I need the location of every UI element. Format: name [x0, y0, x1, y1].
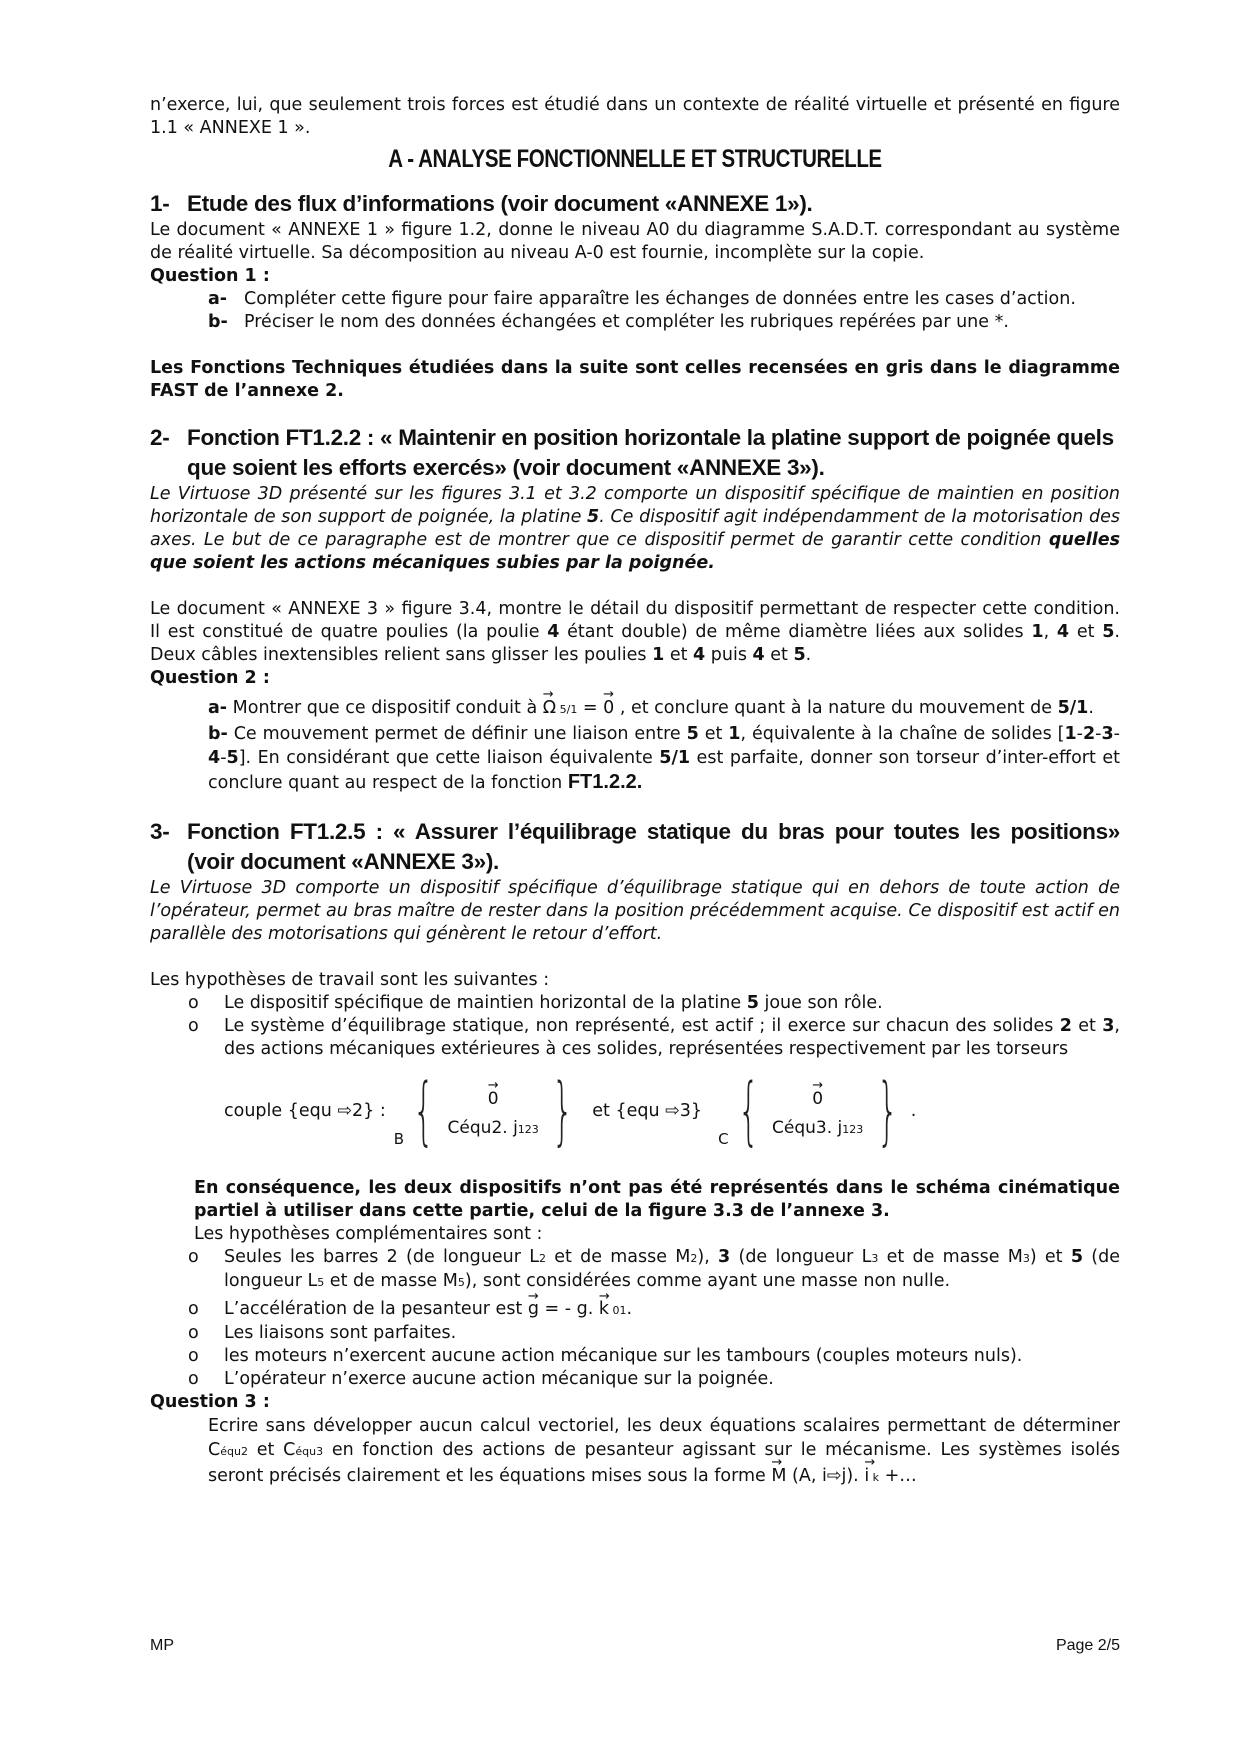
text: et: [1069, 622, 1103, 642]
text: Le Virtuose 3D présenté sur les figures 3.1 et 3.2 comporte un dispositif spécifique de maintien en position horizontale de son support de poignée, la platine: [150, 484, 1120, 527]
bullet-marker: o: [188, 993, 199, 1013]
bullet-marker: o: [188, 1323, 199, 1343]
section-3-heading: [150, 817, 1120, 877]
text: Le document « ANNEXE 3 » figure 3.4, montre le détail du dispositif permettant de respecter cette condition. Il est constitué de quatre poulies (la poulie: [150, 599, 1120, 642]
item-text: Compléter cette figure pour faire apparaître les échanges de données entre les cases d’action.: [244, 289, 1076, 309]
section-number: 1-: [150, 191, 170, 216]
text: Seules les barres 2 (de longueur L: [224, 1247, 539, 1267]
text: Ce mouvement permet de définir une liaison entre: [227, 724, 687, 744]
text: .: [1088, 698, 1094, 718]
bullet-marker: o: [188, 1369, 199, 1389]
function-ref: FT1.2.2.: [567, 771, 643, 793]
section-number: 2-: [150, 425, 170, 450]
section-3-intro: Le Virtuose 3D comporte un dispositif spécifique d’équilibrage statique qui en dehors de toute action de l’opérateur, permet au bras maître de rester dans la position précédemment acquise. Ce dispositif est actif en parallèle des motorisations qui génèrent le retour d’effort.: [150, 878, 1120, 944]
text: 4: [693, 645, 706, 665]
question-2a: [208, 696, 1120, 722]
torseur-equation: [224, 1068, 1120, 1154]
item-text: [224, 1298, 1120, 1322]
subscript: 123: [517, 1123, 539, 1136]
torseur-2: [772, 1077, 864, 1145]
text: et: [698, 724, 729, 744]
subscript: 5: [457, 1276, 465, 1289]
text: Céqu2. j: [447, 1118, 518, 1138]
text: -: [1113, 724, 1120, 744]
text: 4: [1056, 622, 1070, 642]
text: ,: [1043, 622, 1057, 642]
item-text: Préciser le nom des données échangées et compléter les rubriques repérées par une *.: [244, 312, 1009, 332]
question-1a: [208, 288, 1120, 311]
text: (de longueur L: [224, 1247, 1120, 1291]
section-title: Etude des flux d’informations (voir document «ANNEXE 1»).: [187, 191, 813, 216]
hypothesis-item: [188, 1246, 1120, 1294]
text: (A, i⇨j).: [786, 1466, 865, 1486]
consequence-note: En conséquence, les deux dispositifs n’ont pas été représentés dans le schéma cinématique partiel à utiliser dans cette partie, celui de la figure 3.3 de l’annexe 3.: [194, 1178, 1120, 1221]
hypothesis-item: [188, 1015, 1120, 1061]
text: Céqu3. j: [772, 1118, 843, 1138]
text: +…: [879, 1466, 917, 1486]
text: 3: [1101, 724, 1114, 744]
text: et C: [247, 1440, 296, 1460]
subscript: 2: [538, 1252, 546, 1265]
text: . Ce dispositif agit indépendamment de la motorisation des axes. Le but de ce paragraphe est de montrer que ce dispositif permet de garantir cette condition: [150, 507, 1121, 550]
bullet-marker: o: [188, 1299, 199, 1319]
section-2-heading: [150, 423, 1120, 483]
section-title: Fonction FT1.2.5 : « Assurer l’équilibrage statique du bras pour toutes les positions» (voir document «ANNEXE 3»).: [187, 819, 1120, 874]
moment-vector: → M: [771, 1464, 786, 1488]
question-2b: [208, 722, 1120, 795]
torseur-label-2: et {equ ⇨3}: [592, 1100, 703, 1121]
text: 5: [746, 993, 759, 1013]
hypotheses-2-intro: Les hypothèses complémentaires sont :: [194, 1224, 543, 1244]
item-letter: a-: [208, 289, 228, 309]
subscript: équ2: [220, 1445, 248, 1458]
subscript: 2: [690, 1252, 698, 1265]
torseur-point: B: [393, 1130, 405, 1148]
subscript: 123: [842, 1123, 864, 1136]
subscript: 3: [1022, 1252, 1030, 1265]
section-1-para: Le document « ANNEXE 1 » figure 1.2, donne le niveau A0 du diagramme S.A.D.T. correspondant au système de réalité virtuelle. Sa décomposition au niveau A-0 est fournie, incomplète sur la copie.: [150, 220, 1120, 263]
hypothesis-item: [188, 992, 1120, 1015]
text: 5: [1102, 622, 1115, 642]
hypothesis-item: [188, 1368, 1120, 1391]
hypothesis-item: [188, 1298, 1120, 1322]
item-text: Les liaisons sont parfaites.: [224, 1323, 457, 1343]
subscript: 5: [317, 1276, 325, 1289]
torseur-point: C: [718, 1130, 729, 1148]
item-letter: b-: [208, 724, 228, 744]
subscript: k: [869, 1471, 880, 1484]
text: Ecrire sans développer aucun calcul vectoriel, les deux équations scalaires permettant de déterminer C: [208, 1416, 1120, 1460]
torseur-moment: [772, 1113, 863, 1145]
text: 5/1: [1057, 698, 1089, 718]
text: -: [1076, 724, 1083, 744]
text: (de longueur L: [730, 1247, 872, 1267]
text: 4: [547, 622, 560, 642]
right-brace: }: [552, 1068, 574, 1154]
text: quelles que soient les actions mécaniques subies par la poignée.: [150, 530, 1120, 573]
text: et: [1071, 1016, 1103, 1036]
text: , et conclure quant à la nature du mouvement de: [614, 698, 1058, 718]
hypotheses-intro: Les hypothèses de travail sont les suivantes :: [150, 970, 550, 990]
text: 4: [752, 645, 765, 665]
subscript: 5/1: [556, 703, 578, 716]
hypothesis-item: [188, 1322, 1120, 1345]
text: ) et: [1029, 1247, 1071, 1267]
bullet-marker: o: [188, 1346, 199, 1366]
text: 2: [1082, 724, 1096, 744]
torseur-label-1: couple {equ ⇨2} :: [224, 1100, 386, 1121]
left-brace: {: [737, 1068, 759, 1154]
right-brace: }: [876, 1068, 898, 1154]
text: =: [577, 698, 604, 718]
text: -: [1095, 724, 1102, 744]
question-1b: [208, 311, 1120, 334]
subscript: équ3: [295, 1445, 324, 1458]
text: .: [626, 1299, 633, 1319]
bullet-marker: o: [188, 1247, 199, 1267]
text: , des actions mécaniques extérieures à ces solides, représentées respectivement par les torseurs: [224, 1016, 1120, 1059]
i-vector: → i: [864, 1464, 869, 1488]
text: . Deux câbles inextensibles relient sans glisser les poulies: [150, 622, 1120, 665]
section-2-intro: [150, 483, 1120, 575]
torseur-moment: [448, 1113, 539, 1145]
item-letter: a-: [208, 698, 228, 718]
text: 1: [1064, 724, 1077, 744]
subscript: 3: [871, 1252, 879, 1265]
text: étant double) de même diamètre liées aux solides: [559, 622, 1032, 642]
section-title: Fonction FT1.2.2 : « Maintenir en position horizontale la platine support de poignée quels que soient les efforts exercés» (voir document «ANNEXE 3»).: [187, 425, 1114, 480]
torseur-resultant: → 0: [488, 1077, 499, 1113]
hypothesis-item: [188, 1345, 1120, 1368]
text: ), sont considérées comme ayant une masse non nulle.: [464, 1271, 951, 1291]
fast-note: Les Fonctions Techniques étudiées dans la suite sont celles recensées en gris dans le diagramme FAST de l’annexe 2.: [150, 358, 1120, 401]
text: et: [764, 645, 794, 665]
text: 5: [686, 724, 699, 744]
text: 5: [1070, 1247, 1083, 1267]
text: -: [220, 748, 227, 768]
section-1-heading: [150, 189, 1120, 219]
zero-vector: → 0: [603, 696, 614, 720]
item-text: [224, 992, 1120, 1015]
bullet-marker: o: [188, 1016, 199, 1036]
section-2-para: [150, 598, 1120, 667]
footer-page-number: Page 2/5: [1055, 1637, 1120, 1654]
text: ),: [697, 1247, 719, 1267]
text: joue son rôle.: [758, 993, 883, 1013]
equation-end: .: [910, 1100, 917, 1121]
text: 3: [718, 1247, 731, 1267]
question-1-label: Question 1 :: [150, 266, 270, 286]
question-2-label: Question 2 :: [150, 668, 270, 688]
text: 5: [587, 507, 600, 527]
item-text: L’opérateur n’exerce aucune action mécanique sur la poignée.: [224, 1369, 774, 1389]
text: 1: [652, 645, 665, 665]
item-text: [224, 1246, 1120, 1294]
text: L’accélération de la pesanteur est: [224, 1299, 528, 1319]
gravity-vector: → g: [528, 1298, 539, 1321]
section-number: 3-: [150, 819, 170, 844]
text: en fonction des actions de pesanteur agissant sur le mécanisme. Les systèmes isolés seront précisés clairement et les équations mises sous la forme: [208, 1440, 1120, 1486]
text: puis: [705, 645, 753, 665]
subscript: 01: [609, 1304, 627, 1317]
text: et de masse M: [878, 1247, 1023, 1267]
text: 5: [793, 645, 806, 665]
question-3-text: [208, 1414, 1120, 1490]
item-text: [224, 1015, 1120, 1061]
torseur-1: [447, 1077, 539, 1145]
k-vector: → k: [599, 1298, 609, 1321]
omega-vector: → Ω: [543, 696, 556, 720]
text: Le dispositif spécifique de maintien horizontal de la platine: [224, 993, 747, 1013]
text: et de masse M: [545, 1247, 691, 1267]
main-title: A - ANALYSE FONCTIONNELLE ET STRUCTURELLE: [388, 145, 882, 173]
text: ]. En considérant que cette liaison équivalente: [238, 748, 660, 768]
text: 1: [728, 724, 741, 744]
intro-text: n’exerce, lui, que seulement trois forces est étudié dans un contexte de réalité virtuelle et présenté en figure 1.1 « ANNEXE 1 ».: [150, 95, 1120, 138]
page-body: [150, 94, 1120, 1490]
question-3-label: Question 3 :: [150, 1392, 270, 1412]
text: = - g.: [538, 1299, 599, 1319]
text: 3: [1102, 1016, 1115, 1036]
footer-left: MP: [150, 1637, 174, 1654]
text: 1: [1031, 622, 1044, 642]
text: est parfaite, donner son torseur d’inter-effort et conclure quant au respect de la fonction: [208, 748, 1120, 793]
torseur-resultant: → 0: [812, 1077, 823, 1113]
left-brace: {: [413, 1068, 435, 1154]
text: et de masse M: [324, 1271, 458, 1291]
item-text: les moteurs n’exercent aucune action mécanique sur les tambours (couples moteurs nuls).: [224, 1346, 1023, 1366]
text: Le système d’équilibrage statique, non représenté, est actif ; il exerce sur chacun des solides: [224, 1016, 1060, 1036]
text: , équivalente à la chaîne de solides [: [740, 724, 1065, 744]
text: .: [805, 645, 812, 665]
item-letter: b-: [208, 312, 228, 332]
text: 2: [1059, 1016, 1072, 1036]
text: 4: [208, 748, 221, 768]
text: et: [664, 645, 694, 665]
text: 5: [226, 748, 239, 768]
text: 5/1: [659, 748, 691, 768]
text: Montrer que ce dispositif conduit à: [227, 698, 543, 718]
